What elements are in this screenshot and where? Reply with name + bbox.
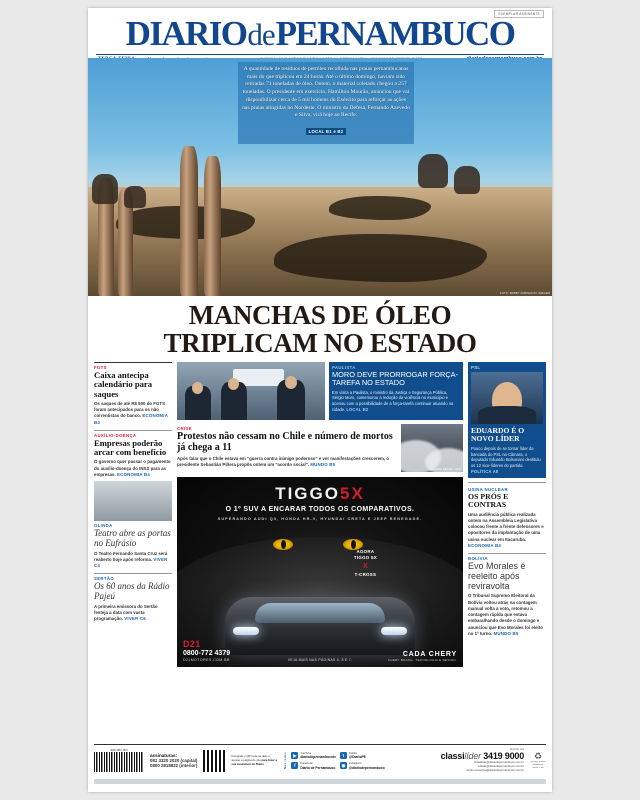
hero-photo (88, 58, 552, 296)
dek-text: Pouco depois de se tornar líder da bancada do PSL na Câmara, o deputado Eduardo Bolsonaro destituiu os 12 vice-líderes do partido. (471, 445, 541, 469)
eduardo-bolsonaro-photo (471, 372, 543, 424)
qr-instructions (231, 755, 277, 766)
story-dek (177, 456, 397, 469)
center-column (177, 362, 463, 667)
person-leg (204, 156, 221, 296)
subscriptions-block (150, 753, 197, 768)
story-dek (94, 401, 172, 426)
classi-label: Anuncie nos (509, 748, 524, 752)
subscriptions-label: assinaturas: (150, 753, 178, 759)
story-ref[interactable]: ECONOMIA B4 (116, 471, 150, 477)
story-ref[interactable]: LOCAL B2 (346, 406, 369, 412)
social-twitter[interactable] (340, 752, 385, 760)
story-dek (468, 512, 546, 550)
person-head (228, 378, 239, 390)
badge-rival: T-CROSS (354, 571, 377, 577)
ad-website[interactable]: D21MOTORES.COM.BR (183, 658, 230, 663)
instagram-icon: ◉ (341, 763, 346, 769)
story-dek (94, 551, 172, 570)
story-ref[interactable]: MUNDO B5 (310, 461, 336, 467)
network-name: YouTube (300, 750, 312, 755)
story-headline: Evo Morales é reeleito após reviravolta (468, 561, 526, 591)
dek-text: Após falar que o Chile estava em "guerra contra inimigo poderoso" e ver manifestações crescerem, o presidente Sebastián Piñera propôs ontem um "acordo social". (177, 455, 390, 467)
brand-name (388, 651, 457, 658)
footer-row (94, 745, 546, 777)
qr-code[interactable] (203, 750, 225, 772)
page-footer (88, 744, 552, 784)
qr-text-1: Fotografe o QR code ao lado e acesse a página do site (231, 753, 270, 762)
phone-capital[interactable]: 081 3320 2020 (capital) (150, 758, 198, 764)
social-text (300, 752, 336, 760)
chile-photo (401, 424, 463, 472)
logo-de: de (247, 17, 275, 52)
kicker: PSL (471, 365, 481, 371)
phone-interior[interactable]: 0800 2818822 (interior) (150, 763, 198, 769)
brand-tagline: CHERY BRASIL. TECNOLOGIA E DESIGN. (387, 658, 457, 663)
beach-worker (454, 166, 480, 194)
headline-line-2: TRIPLICAM NO ESTADO (163, 327, 477, 358)
ad-model-logo (177, 484, 463, 504)
headlight-right (381, 627, 407, 635)
headline-line-1: MANCHAS DE ÓLEO (188, 300, 452, 330)
classi-part-1: classi (440, 751, 465, 762)
person-head (285, 376, 297, 389)
story-sertao[interactable] (94, 576, 172, 622)
story-ref[interactable]: VIVER C4 (94, 556, 168, 569)
kicker: SERTÃO (94, 576, 115, 582)
dek-text: A primeira emissora do Sertão festeja a data com vasta programação. (94, 603, 158, 622)
ad-model: TIGGO (275, 484, 340, 504)
story-headline: Caixa antecipa calendário para saques (94, 370, 153, 399)
story-olinda[interactable] (94, 523, 172, 569)
pupil (351, 540, 356, 549)
dek-text: O Tribunal Supremo Eleitoral da Bolívia voltou atrás na contagem manual volta a voto, retomou a contagem rápida que estava embaralhando desde o domingo e anunciou que Evo Morales foi eleito no 1º turno. (468, 593, 543, 636)
hero-lead-overlay (238, 62, 414, 144)
network-name: Facebook (300, 761, 313, 766)
dealer-code (183, 639, 230, 649)
twitter-icon: t (340, 752, 347, 759)
dealer-code-text: D21 (183, 639, 201, 650)
headlight-left (233, 627, 259, 635)
person-leg (180, 146, 198, 296)
hero-locator[interactable]: LOCAL B1 e B2 (306, 128, 347, 135)
ad-brand-block (388, 651, 457, 662)
story-headline: MORO DEVE PRORROGAR FORÇA-TAREFA NO ESTADO (332, 370, 459, 388)
badge-versus: X (362, 562, 368, 570)
ad-phone[interactable]: 0800-772 4379 (183, 650, 231, 658)
ad-dealer-contact[interactable] (183, 639, 230, 662)
network-handle: Diario de Pernambuco (300, 765, 336, 770)
chile-block[interactable] (177, 424, 463, 472)
social-col-1 (291, 752, 336, 770)
classi-part-2: líder (464, 751, 481, 762)
story-headline: Os 60 anos da Rádio Pajeú (94, 581, 170, 602)
divider (94, 573, 172, 574)
barcode-block (94, 749, 144, 772)
ad-model-suffix: 5X (339, 484, 365, 504)
kicker: OLINDA (94, 523, 113, 529)
subscriber-badge: EXEMPLAR ASSINANTE (494, 10, 544, 18)
oil-patch (329, 196, 431, 220)
social-text (349, 762, 385, 770)
chile-text (177, 424, 397, 472)
network-name: Twitter (348, 750, 358, 755)
network-handle: @diariodepernambuco (348, 765, 385, 770)
dek-text: Em visita a Paulista, o ministro da Justiça e Segurança Pública, Sérgio Moro, comemorou a redução da violência no município e acenou com a possibilidade de a força-tarefa continuar atuando na cidade. (332, 389, 454, 412)
classified-block[interactable] (441, 748, 524, 773)
story-auxilio-doenca[interactable] (94, 433, 172, 478)
story-usina-nuclear[interactable] (468, 482, 546, 549)
kicker: PAULISTA (332, 365, 356, 371)
kicker: CRISE (177, 426, 192, 432)
qr-text-2: para fazer a sua (231, 757, 278, 766)
story-dek (94, 604, 172, 623)
social-block (283, 752, 384, 770)
barcode (94, 752, 144, 772)
hero-lead-text: A quantidade de resíduos de petróleo recolhida nas praias pernambucanas mais do que triplicou em 24 horas. Até o último domingo, haviam sido retiradas 71 toneladas de óleo. Ontem, o material coletado chegou a 257 toneladas. O presidente em exercício, Hamilton Mourão, anunciou que vai disponibilizar cerca de 5 mil homens do Exército para reforçar as ações nas praias atingidas no Nordeste. O ministro da Defesa, Fernando Azevedo e Silva, virá hoje ao Recife. (242, 66, 410, 119)
story-ref[interactable]: ECONOMIA B4 (468, 542, 502, 548)
ad-legal: VEJA MAIS NAS PÁGINAS 6, 8 E 7. (287, 658, 353, 663)
qr-text-3: assinatura do Diario (236, 761, 264, 766)
story-dek (94, 459, 172, 478)
classi-email-1[interactable]: classilider@diariodepernambuco.com.br (474, 760, 524, 765)
story-headline: Teatro abre as portas no Eufrásio (94, 528, 171, 548)
barcode-number: ISSN 1667-7572 (110, 749, 128, 753)
classi-email-2[interactable]: editalis@diariodepernambuco.com.br (477, 764, 524, 769)
oil-patch (274, 234, 487, 282)
youtube-icon: ▶ (293, 752, 297, 758)
content-grid (88, 362, 552, 667)
logo-diario: DIARIO (125, 14, 247, 53)
social-instagram[interactable] (340, 762, 385, 770)
network-handle: @DiarioPE (348, 755, 366, 760)
social-facebook[interactable] (291, 762, 336, 770)
right-column (468, 362, 546, 667)
social-youtube[interactable] (291, 752, 336, 760)
panther-eye-left (273, 539, 293, 550)
ad-subclaim: SUPERANDO AUDI Q3, HONDA HR-V, HYUNDAI CRETA E JEEP RENEGADE. (217, 517, 423, 522)
left-column (94, 362, 172, 667)
recycle-block (530, 752, 546, 769)
car-image (225, 597, 415, 655)
logo-pernambuco: PERNAMBUCO (275, 14, 515, 53)
dek-text: Uma audiência pública realizada ontem na Assembleia Legislativa colocou frente a frente defensores e opositores da implantação de uma usina nuclear em Itacuruba. (468, 511, 544, 542)
dek-text: Os saques de até R$ 500 do FGTS foram antecipados para os não correntistas do banco. (94, 400, 166, 419)
front-page-sheet (88, 8, 552, 792)
divider (468, 553, 546, 554)
psl-panel[interactable] (468, 362, 546, 478)
dek-text: O governo quer passar o pagamento do auxílio-doença do INSS para as empresas. (94, 459, 171, 477)
social-text (300, 762, 335, 770)
divider (94, 430, 172, 431)
newspaper-logo (96, 16, 544, 51)
kicker: USINA NUCLEAR (468, 486, 508, 492)
theater-photo (94, 481, 172, 521)
story-ref[interactable]: ECONOMIA B4 (94, 413, 168, 425)
paulista-block[interactable] (177, 362, 463, 420)
story-dek (332, 390, 460, 413)
beach-worker (92, 174, 118, 204)
brand-part-1: CADA (402, 651, 426, 659)
social-label: Nas redes (283, 752, 288, 770)
story-headline: OS PRÓS E CONTRAS (468, 491, 509, 510)
paulista-panel[interactable] (329, 362, 463, 420)
windshield (255, 603, 384, 623)
social-text (349, 752, 366, 760)
photo-credit: CLAUDIO REYES / AFP (429, 468, 461, 472)
kicker: AUXÍLIO-DOENÇA (94, 432, 137, 438)
kicker: FGTS (94, 365, 107, 371)
dek-text: O Teatro Fernando Santa Cruz será reaberto hoje após reforma. (94, 550, 168, 562)
story-headline: Protestos não cessam no Chile e número de mortos já chega a 11 (177, 431, 393, 453)
bottom-bar (94, 779, 546, 784)
beach-worker (124, 186, 146, 208)
story-ref[interactable]: VIVER C6 (124, 616, 146, 622)
beach-worker (418, 154, 448, 188)
badge-agora: AGORA (356, 549, 375, 555)
moro-photo (177, 362, 325, 420)
story-headline: EDUARDO É O NOVO LÍDER (471, 426, 525, 444)
facebook-icon: f (291, 762, 298, 769)
badge-model: TIGGO 5X (353, 555, 377, 561)
masthead (88, 8, 552, 58)
story-headline: Empresas poderão arcar com benefício (94, 437, 167, 458)
kicker: BOLÍVIA (468, 556, 488, 562)
brand-part-2: CHERY (428, 651, 457, 659)
social-col-2 (340, 752, 385, 770)
photo-credit: FOTO: BOBBY FABISAK/JC IMAGEM (500, 292, 550, 295)
story-dek (468, 593, 546, 637)
recycle-icon: ♻ (533, 751, 543, 762)
story-ref[interactable]: MUNDO B5 (493, 630, 519, 636)
pupil (281, 540, 286, 549)
story-bolivia[interactable] (468, 556, 546, 637)
network-name: Instagram (348, 761, 362, 766)
car-advertisement[interactable] (177, 477, 463, 667)
ad-comparison-badge (354, 549, 377, 578)
story-dek (471, 446, 543, 475)
main-headline (88, 296, 552, 362)
classi-phone[interactable]: 3419 9000 (483, 751, 524, 762)
network-handle: diariodepernambucotv (300, 755, 336, 760)
classi-email-3[interactable]: depto.comercial@diariodepernambuco.com.br (466, 768, 524, 773)
portrait-body (478, 406, 536, 424)
person-head (192, 382, 203, 394)
ad-claim: O 1º SUV A ENCARAR TODOS OS COMPARATIVOS. (225, 506, 415, 514)
story-ref[interactable]: POLÍTICA A8 (471, 469, 499, 474)
story-fgts[interactable] (94, 362, 172, 426)
recycle-text: por uma prática sustentável, recicle o seu (530, 761, 546, 769)
